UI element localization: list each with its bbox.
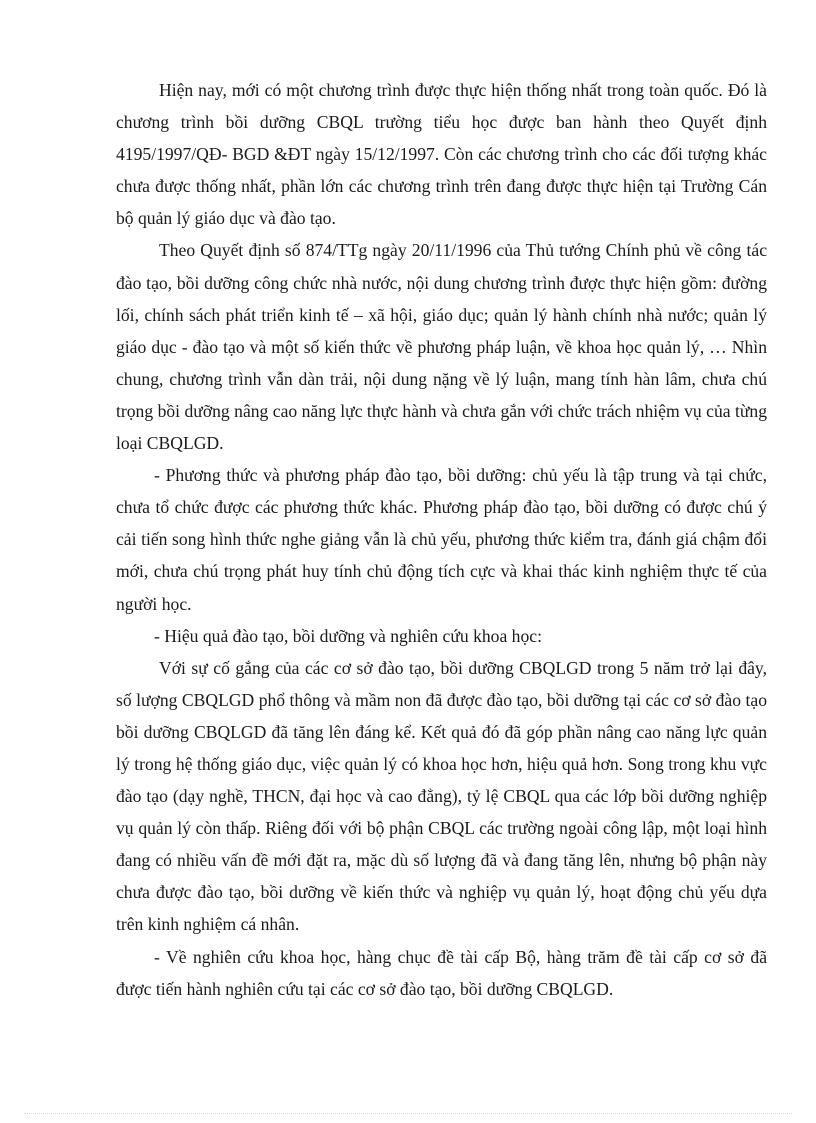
- page-bottom-divider: [24, 1113, 792, 1114]
- document-body: [116, 74, 767, 1005]
- paragraph-training-methods: - Phương thức và phương pháp đào tạo, bồi dưỡng: chủ yếu là tập trung và tại chức, chưa tổ chức được các phương thức khác. Phương pháp đào tạo, bồi dưỡng có được chú ý cải tiến song hình thức nghe giảng vẫn là chủ yếu, phương thức kiểm tra, đánh giá chậm đổi mới, chưa chú trọng phát huy tính chủ động tích cực và khai thác kinh nghiệm thực tế của người học.: [116, 465, 767, 614]
- paragraph-effectiveness-results: Với sự cố gắng của các cơ sở đào tạo, bồi dưỡng CBQLGD trong 5 năm trở lại đây, số lượng CBQLGD phổ thông và mầm non đã được đào tạo, bồi dưỡng tại các cơ sở đào tạo bồi dưỡng CBQLGD đã tăng lên đáng kể. Kết quả đó đã góp phần nâng cao năng lực quản lý trong hệ thống giáo dục, việc quản lý có khoa học hơn, hiệu quả hơn. Song trong khu vực đào tạo (dạy nghề, THCN, đại học và cao đẳng), tỷ lệ CBQL qua các lớp bồi dưỡng nghiệp vụ quản lý còn thấp. Riêng đối với bộ phận CBQL các trường ngoài công lập, một loại hình đang có nhiều vấn đề mới đặt ra, mặc dù số lượng đã và đang tăng lên, nhưng bộ phận này chưa được đào tạo, bồi dưỡng về kiến thức và nghiệp vụ quản lý, hoạt động chủ yếu dựa trên kinh nghiệm cá nhân.: [116, 657, 767, 935]
- paragraph-current-programs: Hiện nay, mới có một chương trình được thực hiện thống nhất trong toàn quốc. Đó là chương trình bồi dưỡng CBQL trường tiểu học được ban hành theo Quyết định 4195/1997/QĐ- BGD &ĐT ngày 15/12/1997. Còn các chương trình cho các đối tượng khác chưa được thống nhất, phần lớn các chương trình trên đang được thực hiện tại Trường Cán bộ quản lý giáo dục và đào tạo.: [116, 80, 767, 229]
- paragraph-effectiveness-heading: - Hiệu quả đào tạo, bồi dưỡng và nghiên cứu khoa học:: [154, 625, 542, 646]
- paragraph-decision-874: Theo Quyết định số 874/TTg ngày 20/11/1996 của Thủ tướng Chính phủ về công tác đào tạo, bồi dưỡng công chức nhà nước, nội dung chương trình được thực hiện gồm: đường lối, chính sách phát triển kinh tế – xã hội, giáo dục; quản lý hành chính nhà nước; quản lý giáo dục - đào tạo và một số kiến thức về phương pháp luận, về khoa học quản lý, … Nhìn chung, chương trình vẫn dàn trải, nội dung nặng về lý luận, mang tính hàn lâm, chưa chú trọng bồi dưỡng nâng cao năng lực thực hành và chưa gắn với chức trách nhiệm vụ của từng loại CBQLGD.: [116, 240, 767, 454]
- paragraph-scientific-research: - Về nghiên cứu khoa học, hàng chục đề tài cấp Bộ, hàng trăm đề tài cấp cơ sở đã được tiến hành nghiên cứu tại các cơ sở đào tạo, bồi dưỡng CBQLGD.: [116, 946, 767, 999]
